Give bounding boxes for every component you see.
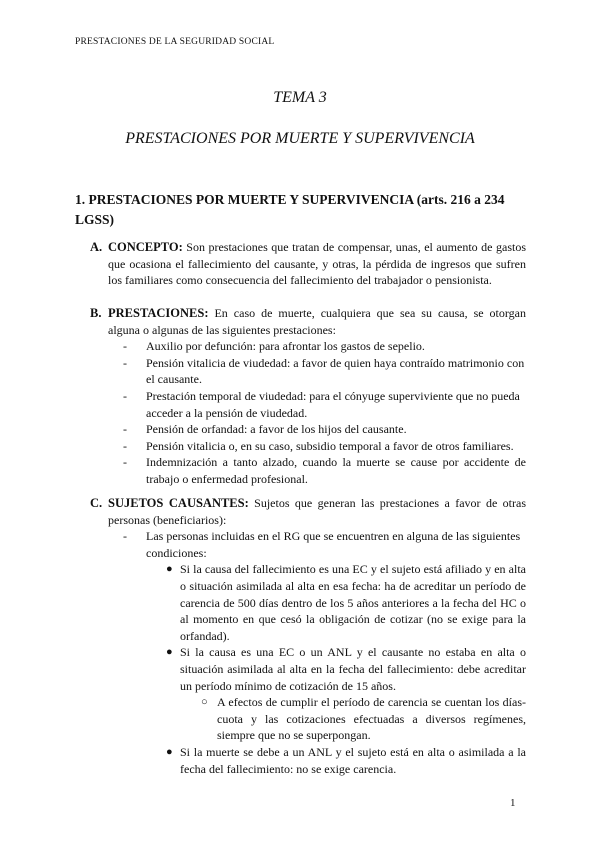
section-c-lead: SUJETOS CAUSANTES:: [108, 496, 249, 510]
conditions-list: [166, 561, 526, 694]
list-item: - Pensión de orfandad: a favor de los hijos del causante.: [123, 422, 407, 437]
section-b-lead: PRESTACIONES:: [108, 306, 209, 320]
page-number: 1: [510, 797, 516, 809]
bullet-icon: ●: [166, 646, 173, 659]
sub-condition-item: ○ A efectos de cumplir el período de carencia se cuentan los días-cuota y las cotizaciones efectuadas a diversos regímenes, siempre que no se superpongan.: [201, 695, 526, 743]
circle-bullet-icon: ○: [201, 696, 208, 709]
topic-number: TEMA 3: [273, 89, 327, 106]
subjects-list: [123, 528, 526, 561]
running-header: PRESTACIONES DE LA SEGURIDAD SOCIAL: [75, 37, 275, 47]
section-a-text: Son prestaciones que tratan de compensar, unas, el aumento de gastos que ocasiona el fallecimiento del causante, y otras, la pérdida de ingresos que sufren los familiares como consecuencia del fallecimiento del trabajador o pensionista.: [108, 240, 526, 288]
section-c-letter: C.: [90, 496, 103, 510]
conditions-list-continued: [166, 744, 526, 777]
section-heading: 1. PRESTACIONES POR MUERTE Y SUPERVIVENCIA (arts. 216 a 234 LGSS): [75, 192, 505, 227]
list-item: - Pensión vitalicia o, en su caso, subsidio temporal a favor de otros familiares.: [123, 438, 514, 453]
list-item: - Pensión vitalicia de viudedad: a favor de quien haya contraído matrimonio con el causante.: [123, 355, 525, 387]
list-item: - Prestación temporal de viudedad: para el cónyuge superviviente que no pueda acceder a la pensión de viudedad.: [123, 388, 520, 420]
section-a-paragraph: [108, 239, 526, 289]
section-b-text: En caso de muerte, cualquiera que sea su causa, se otorgan alguna o algunas de las siguientes prestaciones:: [108, 306, 526, 337]
condition-item: ● Si la muerte se debe a un ANL y el sujeto está en alta o asimilada a la fecha del fallecimiento: no se exige carencia.: [166, 744, 526, 776]
list-item: - Auxilio por defunción: para afrontar los gastos de sepelio.: [123, 339, 425, 354]
topic-title: PRESTACIONES POR MUERTE Y SUPERVIVENCIA: [125, 130, 475, 147]
bullet-icon: ●: [166, 745, 173, 758]
condition-item: ● Si la causa es una EC o un ANL y el causante no estaba en alta o situación asimilada al alta en la fecha del fallecimiento: debe acreditar un período mínimo de cotización de 15 años.: [166, 645, 526, 693]
list-item: - Las personas incluidas en el RG que se encuentren en alguna de las siguientes condiciones:: [123, 529, 521, 560]
section-b-letter: B.: [90, 306, 102, 320]
section-a-letter: A.: [90, 240, 103, 254]
condition-item: ● Si la causa del fallecimiento es una EC y el sujeto está afiliado y en alta o situación asimilada al alta en esa fecha: ha de acreditar un período de carencia de 500 días dentro de los 5 años anteriores a la fecha del HC o al momento en que cesó la obligación de cotizar (no se exige para la orfandad).: [166, 562, 526, 643]
section-a-lead: CONCEPTO:: [108, 240, 183, 254]
section-b: [90, 305, 526, 488]
section-b-paragraph: [108, 305, 526, 338]
section-c-text: Sujetos que generan las prestaciones a favor de otras personas (beneficiarios):: [108, 496, 526, 527]
benefits-list: [123, 338, 526, 487]
section-c: [90, 495, 526, 777]
list-item: - Indemnización a tanto alzado, cuando la muerte se cause por accidente de trabajo o enfermedad profesional.: [123, 455, 526, 486]
bullet-icon: ●: [166, 563, 173, 576]
sub-conditions-list: [201, 694, 526, 744]
section-a: [90, 239, 526, 289]
section-c-paragraph: [108, 495, 526, 528]
